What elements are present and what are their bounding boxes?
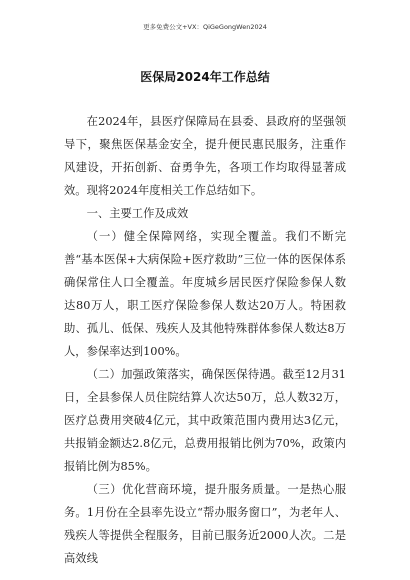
paragraph-coverage: （一）健全保障网络，实现全覆盖。我们不断完善“基本医保+大病保险+医疗救助”三位一体的医保体系确保常住人口全覆盖。年度城乡居民医疗保险参保人数达80万人，职工医疗保险参保人数达20万人。特困救助、孤儿、低保、残疾人及其他特殊群体参保人数达8万人，参保率达到100%。 [64, 230, 346, 358]
header-note: 更多免费公文+VX：QiGeGongWen2024 [143, 23, 267, 31]
document-body [64, 110, 346, 570]
paragraph-policy: （二）加强政策落实，确保医保待遇。截至12月31日，全县参保人员住院结算人次达50万，总人数32万，医疗总费用突破4亿元，其中政策范围内费用达3亿元，共报销金额达2.8亿元，总费用报销比例为70%，政策内报销比例为85%。 [64, 368, 346, 473]
paragraph-service: （三）优化营商环境，提升服务质量。一是热心服务。1月份在全县率先设立“帮办服务窗口”，为老年人、残疾人等提供全程服务，目前已服务近2000人次。二是高效线 [64, 483, 346, 565]
intro-paragraph: 在2024年，县医疗保障局在县委、县政府的坚强领导下，聚焦医保基金安全，提升便民惠民服务，注重作风建设，开拓创新、奋勇争先，各项工作均取得显著成效。现将2024年度相关工作总结如下。 [64, 115, 346, 197]
document-title: 医保局2024年工作总结 [140, 70, 270, 84]
section-heading: 一、主要工作及成效 [86, 207, 189, 220]
